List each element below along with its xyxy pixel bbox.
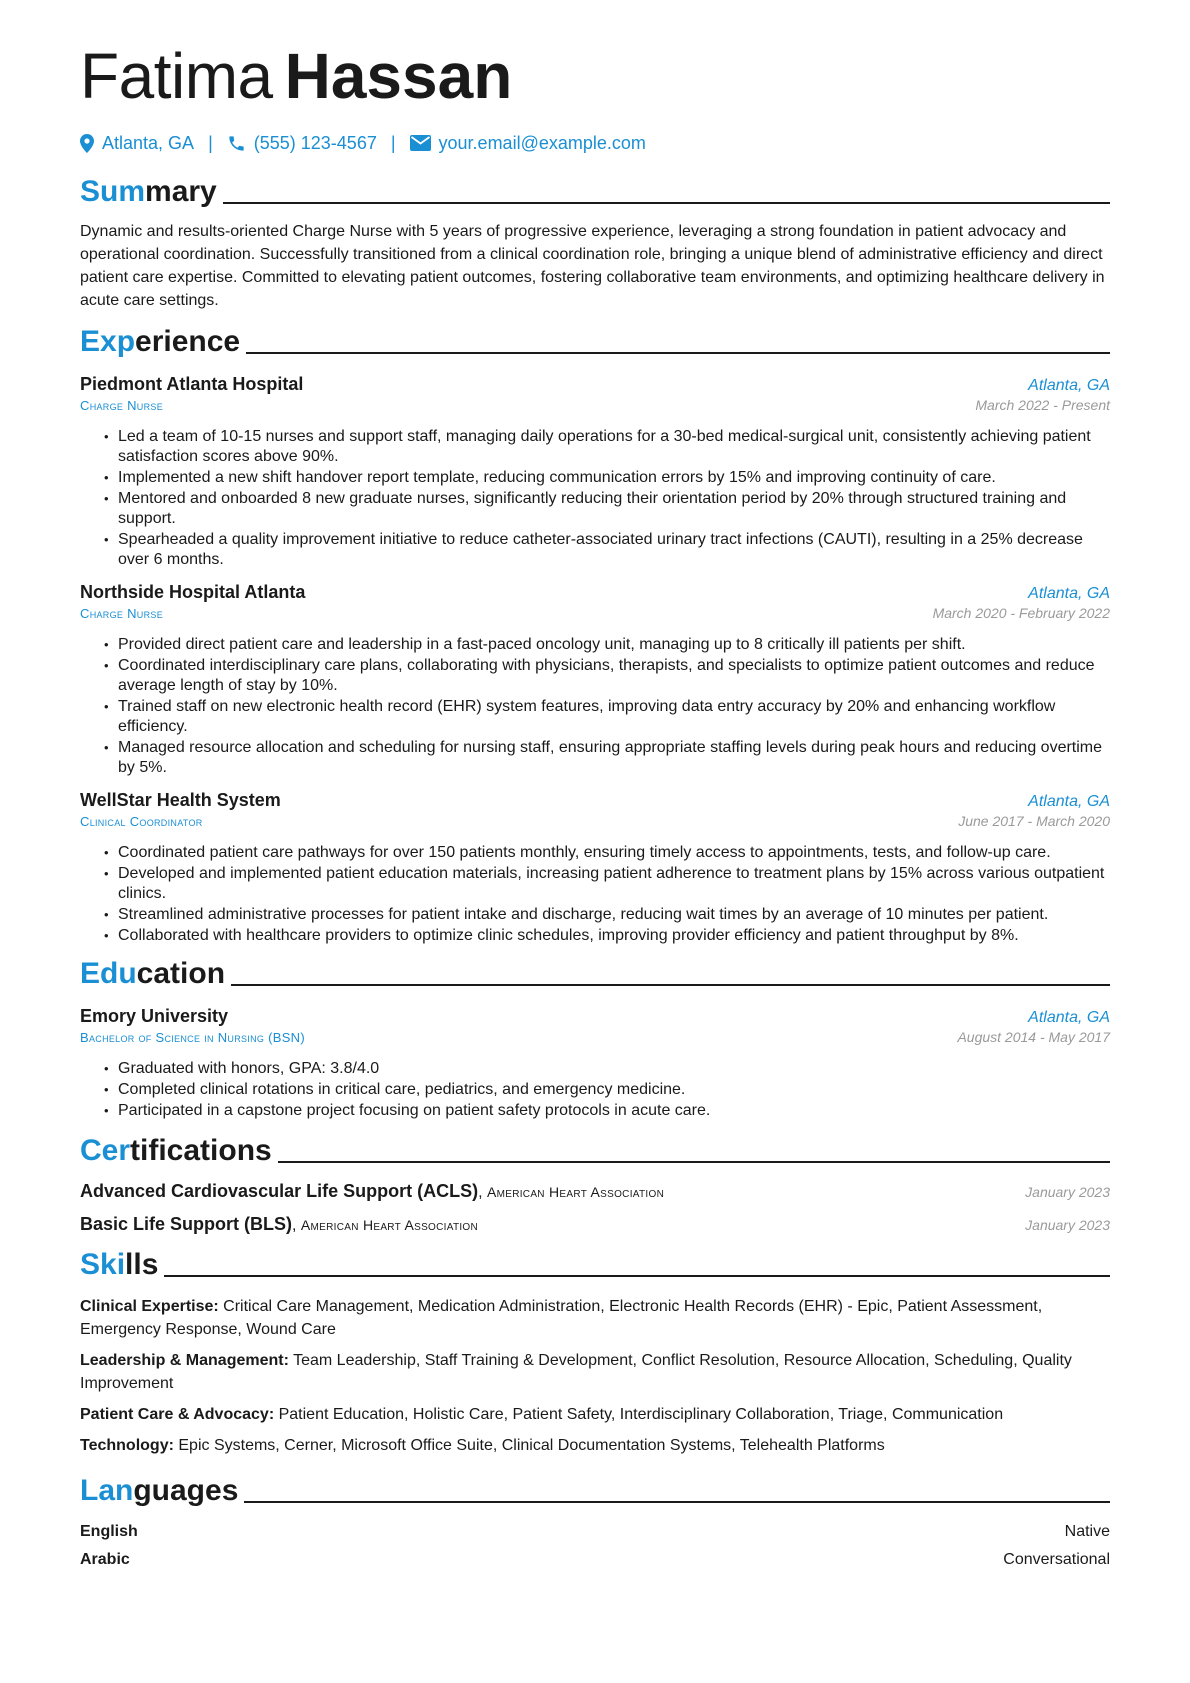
section-summary-heading [80,168,1110,210]
experience-entry [80,790,1110,946]
skill-category: Technology: [80,1437,174,1454]
job-bullets [104,635,1110,778]
list-item: • Mentored and onboarded 8 new graduate nurses, significantly reducing their orientation period by 20% through structured training and support. [104,489,1110,529]
job-dates: March 2022 - Present [975,397,1110,413]
experience-entry [80,582,1110,778]
skill-items: Critical Care Management, Medication Administration, Electronic Health Records (EHR) - Epic, Patient Assessment, Emergency Response, Wound Care [80,1298,1043,1338]
language-entry [80,1551,1110,1569]
skill-group [80,1403,1110,1426]
job-title: Charge Nurse [80,606,163,621]
section-experience-heading [80,318,1110,360]
skill-group [80,1434,1110,1457]
section-title: Summary [80,175,217,208]
summary-text: Dynamic and results-oriented Charge Nurse with 5 years of progressive experience, leveraging a strong foundation in patient advocacy and operational coordination. Successfully transitioned from a clinical coordination role, bringing a unique blend of administrative efficiency and direct patient care expertise. Committed to elevating patient outcomes, fostering collaborative team environments, and optimizing healthcare delivery in acute care settings. [80,223,1105,309]
skill-items: Patient Education, Holistic Care, Patient Safety, Interdisciplinary Collaboration, Triage, Communication [278,1406,1004,1423]
section-title: Education [80,957,226,990]
section-title: Certifications [80,1134,272,1167]
list-item: • Developed and implemented patient education materials, increasing patient adherence to treatment plans by 15% across various outpatient clinics. [104,864,1110,904]
degree-title: Bachelor of Science in Nursing (BSN) [80,1030,305,1045]
education-entry [80,1006,1110,1121]
education-bullets [104,1059,1110,1121]
job-title: Charge Nurse [80,398,163,413]
job-location: Atlanta, GA [1028,793,1110,810]
last-name: Hassan [284,40,513,112]
skill-items: Team Leadership, Staff Training & Development, Conflict Resolution, Resource Allocation, Scheduling, Quality Improvement [80,1352,1072,1392]
skill-category: Clinical Expertise: [80,1298,219,1315]
employer-name: Northside Hospital Atlanta [80,582,306,602]
phone-text: (555) 123-4567 [253,132,377,153]
school-location: Atlanta, GA [1028,1009,1110,1026]
skill-category: Leadership & Management: [80,1352,289,1369]
email-text: your.email@example.com [438,132,646,153]
list-item: • Participated in a capstone project focusing on patient safety protocols in acute care. [104,1101,1110,1121]
list-item: • Coordinated patient care pathways for over 150 patients monthly, ensuring timely access to appointments, tests, and follow-up care. [104,843,1110,863]
language-level: Native [1064,1523,1110,1540]
job-title: Clinical Coordinator [80,814,203,829]
certification-issuer: American Heart Association [300,1217,479,1233]
list-item: • Coordinated interdisciplinary care plans, collaborating with physicians, therapists, and specialists to optimize patient outcomes and reduce average length of stay by 10%. [104,656,1110,696]
list-item: • Provided direct patient care and leadership in a fast-paced oncology unit, managing up to 8 critically ill patients per shift. [104,635,1110,655]
certification-entry: Basic Life Support (BLS), American Heart Association January 2023 [80,1214,1110,1234]
job-location: Atlanta, GA [1028,585,1110,602]
list-item: • Implemented a new shift handover report template, reducing communication errors by 15% and improving continuity of care. [104,468,1110,488]
certification-name: Advanced Cardiovascular Life Support (ACLS) [80,1181,479,1201]
certification-date: January 2023 [1025,1184,1110,1200]
section-skills-heading [80,1241,1110,1283]
language-level: Conversational [1003,1551,1110,1568]
contact-separator: | [390,132,396,153]
section-rule [223,202,1110,204]
job-location: Atlanta, GA [1028,377,1110,394]
language-name: English [80,1523,138,1540]
certification-name: Basic Life Support (BLS) [80,1214,293,1234]
first-name: Fatima [80,40,273,112]
section-title: Skills [80,1248,159,1281]
location-text: Atlanta, GA [102,132,195,153]
skill-group [80,1295,1110,1341]
experience-entry [80,374,1110,570]
section-languages-heading [80,1467,1110,1509]
skill-group [80,1349,1110,1395]
contact-location [80,133,194,154]
employer-name: Piedmont Atlanta Hospital [80,374,304,394]
phone-icon [227,134,246,153]
list-item: • Graduated with honors, GPA: 3.8/4.0 [104,1059,1110,1079]
language-name: Arabic [80,1551,130,1568]
list-item: • Managed resource allocation and scheduling for nursing staff, ensuring appropriate staffing levels during peak hours and reducing overtime by 5%. [104,738,1110,778]
school-dates: August 2014 - May 2017 [957,1029,1110,1045]
job-bullets [104,843,1110,946]
job-bullets [104,427,1110,570]
section-rule [231,984,1110,986]
list-item: • Streamlined administrative processes for patient intake and discharge, reducing wait times by an average of 10 minutes per patient. [104,905,1110,925]
section-title: Experience [80,325,241,358]
list-item: • Completed clinical rotations in critical care, pediatrics, and emergency medicine. [104,1080,1110,1100]
skill-items: Epic Systems, Cerner, Microsoft Office Suite, Clinical Documentation Systems, Telehealth Platforms [178,1437,885,1454]
section-title: Languages [80,1474,239,1507]
list-item: • Led a team of 10-15 nurses and support staff, managing daily operations for a 30-bed medical-surgical unit, consistently achieving patient satisfaction scores above 90%. [104,427,1110,467]
language-entry [80,1523,1110,1541]
certification-entry: Advanced Cardiovascular Life Support (ACLS), American Heart Association January 2023 [80,1181,1110,1201]
list-item: • Collaborated with healthcare providers to optimize clinic schedules, improving provider efficiency and patient throughput by 8%. [104,926,1110,946]
envelope-icon [410,135,431,151]
job-dates: June 2017 - March 2020 [958,813,1110,829]
contact-bar [80,130,1110,156]
section-rule [278,1161,1110,1163]
candidate-name [80,36,1110,116]
section-rule [246,352,1110,354]
contact-separator: | [208,132,213,153]
section-certifications-heading [80,1127,1110,1169]
certification-issuer: American Heart Association [486,1184,665,1200]
contact-email[interactable] [410,133,646,154]
certification-date: January 2023 [1025,1217,1110,1233]
employer-name: WellStar Health System [80,790,281,810]
section-education-heading [80,950,1110,992]
contact-phone[interactable] [227,133,377,154]
school-name: Emory University [80,1006,229,1026]
section-rule [244,1501,1110,1503]
list-item: • Spearheaded a quality improvement initiative to reduce catheter-associated urinary tract infections (CAUTI), resulting in a 25% decrease over 6 months. [104,530,1110,570]
section-rule [164,1275,1110,1277]
skill-category: Patient Care & Advocacy: [80,1406,275,1423]
job-dates: March 2020 - February 2022 [932,605,1110,621]
map-pin-icon [80,134,94,153]
list-item: • Trained staff on new electronic health record (EHR) system features, improving data entry accuracy by 20% and enhancing workflow efficiency. [104,697,1110,737]
